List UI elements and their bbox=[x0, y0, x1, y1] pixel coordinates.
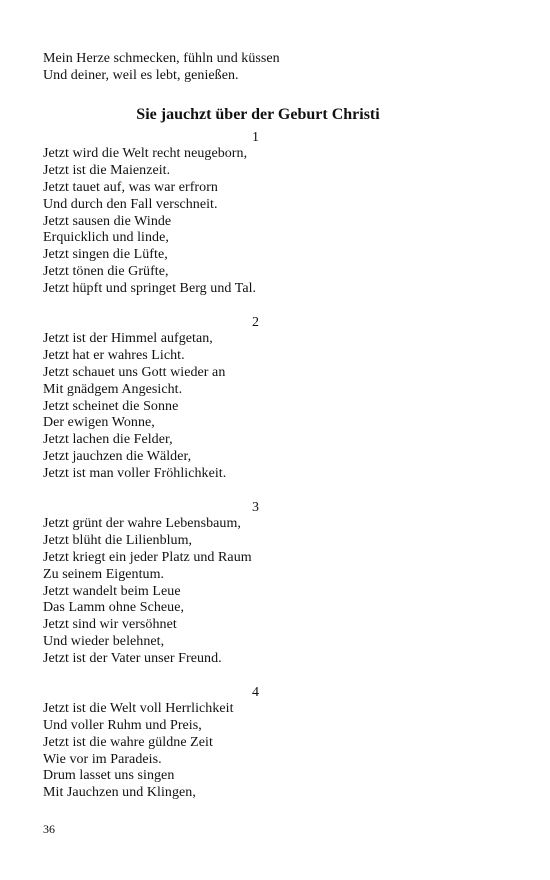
page-number: 36 bbox=[43, 822, 55, 836]
poem-line: Jetzt tauet auf, was war erfrorn bbox=[43, 179, 218, 195]
poem-line: Zu seinem Eigentum. bbox=[43, 566, 165, 582]
page-content bbox=[43, 51, 473, 819]
poem-line: Jetzt lachen die Felder, bbox=[43, 432, 173, 448]
poem-line: Jetzt scheinet die Sonne bbox=[43, 398, 179, 414]
poem-line: Und durch den Fall verschneit. bbox=[43, 196, 218, 212]
poem-line: Jetzt ist der Himmel aufgetan, bbox=[43, 331, 213, 347]
poem-line: Jetzt tönen die Grüfte, bbox=[43, 263, 169, 279]
poem-line: Und voller Ruhm und Preis, bbox=[43, 718, 202, 734]
poem-line: Jetzt grünt der wahre Lebensbaum, bbox=[43, 516, 241, 532]
poem-line: Jetzt ist die Maienzeit. bbox=[43, 163, 171, 179]
poem-line: Jetzt kriegt ein jeder Platz und Raum bbox=[43, 549, 252, 565]
poem-line: Mein Herze schmecken, fühln und küssen bbox=[43, 51, 280, 66]
stanza-3 bbox=[43, 500, 473, 668]
stanza-number: 1 bbox=[252, 129, 259, 145]
stanza-number: 3 bbox=[252, 499, 259, 515]
poem-line: Jetzt ist die Welt voll Herrlichkeit bbox=[43, 701, 234, 717]
stanza-number: 4 bbox=[252, 684, 259, 700]
poem-line: Mit Jauchzen und Klingen, bbox=[43, 785, 196, 801]
poem-line: Jetzt singen die Lüfte, bbox=[43, 247, 168, 263]
poem-line: Jetzt ist der Vater unser Freund. bbox=[43, 650, 222, 666]
poem-line: Jetzt jauchzen die Wälder, bbox=[43, 448, 192, 464]
poem-line: Der ewigen Wonne, bbox=[43, 415, 155, 431]
poem-line: Wie vor im Paradeis. bbox=[43, 751, 162, 767]
stanza-1 bbox=[43, 130, 473, 298]
poem-line: Und deiner, weil es lebt, genießen. bbox=[43, 67, 239, 83]
poem-line: Erquicklich und linde, bbox=[43, 230, 169, 246]
poem-line: Jetzt hat er wahres Licht. bbox=[43, 348, 185, 364]
poem-line: Jetzt ist man voller Fröhlichkeit. bbox=[43, 465, 227, 481]
poem-line: Jetzt wandelt beim Leue bbox=[43, 583, 181, 599]
poem-line: Jetzt sind wir versöhnet bbox=[43, 617, 177, 633]
poem-line: Mit gnädgem Angesicht. bbox=[43, 381, 183, 397]
poem-line: Jetzt blüht die Lilienblum, bbox=[43, 533, 193, 549]
poem-line: Das Lamm ohne Scheue, bbox=[43, 600, 185, 616]
poem-line: Jetzt hüpft und springet Berg und Tal. bbox=[43, 280, 257, 296]
poem-line: Jetzt ist die wahre güldne Zeit bbox=[43, 734, 213, 750]
stanza-number: 2 bbox=[252, 314, 259, 330]
poem-line: Jetzt sausen die Winde bbox=[43, 213, 172, 229]
intro-lines bbox=[43, 51, 473, 85]
poem-line: Und wieder belehnet, bbox=[43, 633, 165, 649]
poem-line: Jetzt schauet uns Gott wieder an bbox=[43, 364, 226, 380]
poem-line: Jetzt wird die Welt recht neugeborn, bbox=[43, 146, 248, 162]
stanza-2 bbox=[43, 315, 473, 483]
stanza-4 bbox=[43, 685, 473, 803]
poem-line: Drum lasset uns singen bbox=[43, 768, 175, 784]
poem-title: Sie jauchzt über der Geburt Christi bbox=[136, 105, 380, 123]
